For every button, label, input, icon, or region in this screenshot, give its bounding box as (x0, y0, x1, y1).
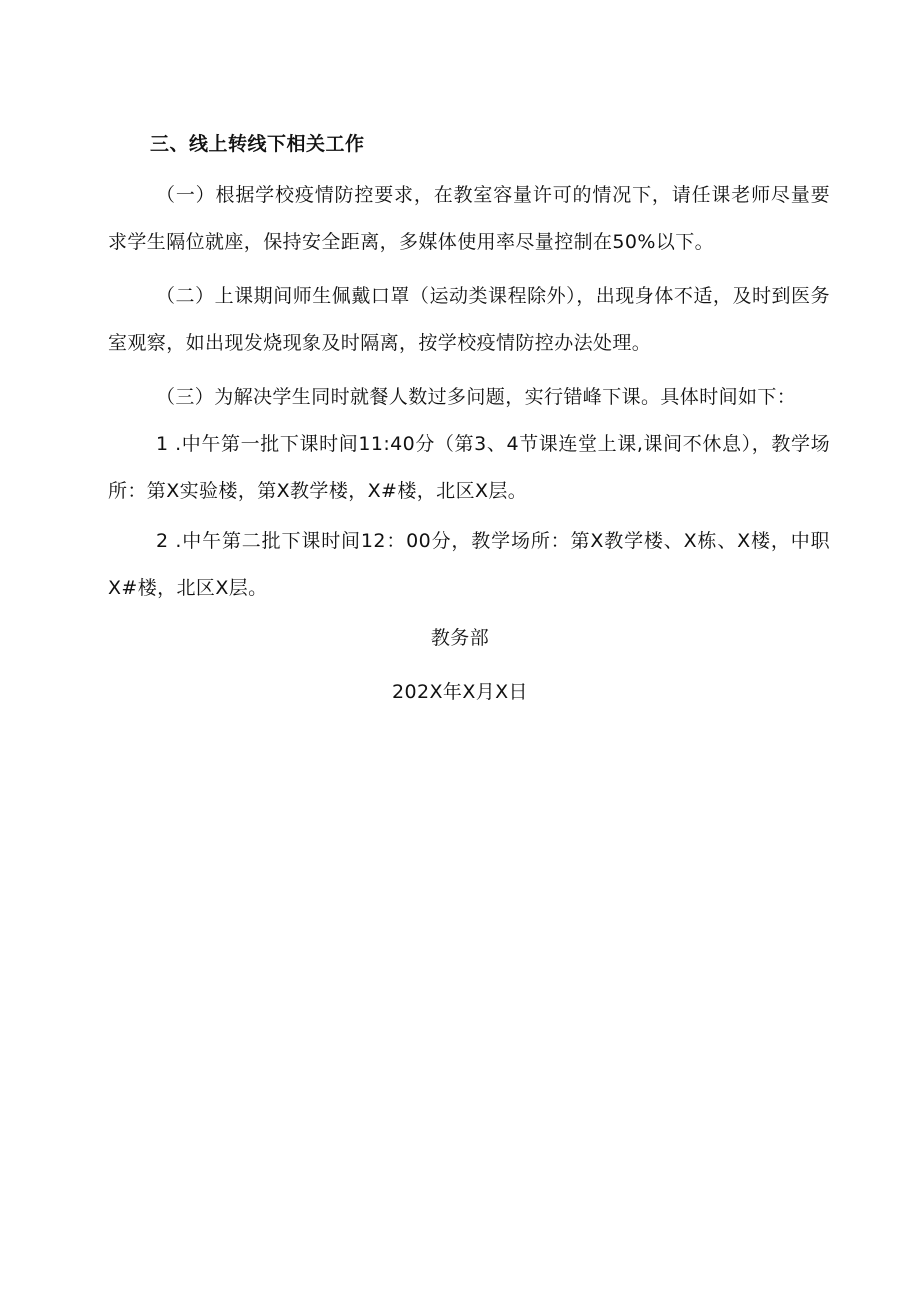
list-item-second-batch: 2 .中午第二批下课时间12：00分，教学场所：第X教学楼、X栋、X楼，中职X#楼，北区X层。 (108, 530, 830, 599)
paragraph-staggered-dismissal: （三）为解决学生同时就餐人数过多问题，实行错峰下课。具体时间如下： (156, 386, 797, 408)
paragraph-masks: （二）上课期间师生佩戴口罩（运动类课程除外），出现身体不适，及时到医务室观察，如出现发烧现象及时隔离，按学校疫情防控办法处理。 (108, 285, 830, 354)
signature-date: 202X年X月X日 (392, 681, 528, 703)
section-heading: 三、线上转线下相关工作 (150, 133, 365, 155)
list-item-first-batch: 1 .中午第一批下课时间11:40分（第3、4节课连堂上课,课间不休息），教学场所：第X实验楼，第X教学楼，X#楼，北区X层。 (108, 433, 830, 502)
signature-department: 教务部 (430, 627, 490, 649)
paragraph-seating: （一）根据学校疫情防控要求，在教室容量许可的情况下，请任课老师尽量要求学生隔位就座，保持安全距离，多媒体使用率尽量控制在50%以下。 (108, 184, 830, 253)
